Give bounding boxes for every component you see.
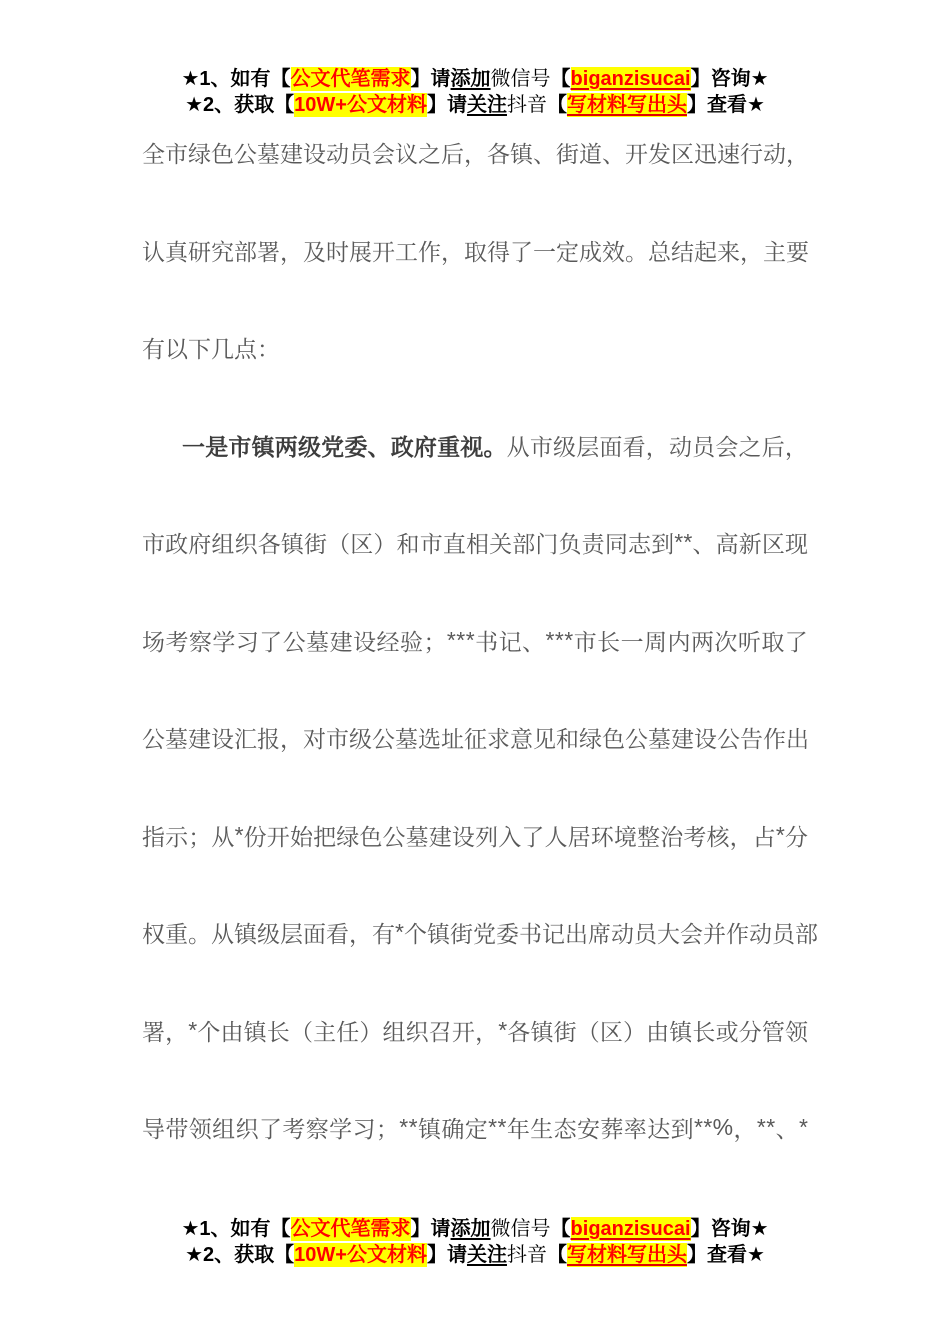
body-line: 署 ， * 个 由 镇 长 （ 主 任 ） 组 织 召 开 ， * 各 镇 街 （ 区 ） 由 镇 长 或 分 管 领 [142, 1016, 808, 1045]
promo-segment-regular: 微信号 [490, 68, 551, 90]
promo-segment-bold_underline: 关注 [466, 94, 507, 116]
promo-segment-regular: 微信号 [490, 1218, 551, 1240]
promo-segment-regular: 抖音 [506, 1244, 547, 1266]
promo-banner-bottom [0, 1216, 950, 1268]
body-line: 指 示 ； 从 * 份 开 始 把 绿 色 公 墓 建 设 列 入 了 人 居 环 境 整 治 考 核 ， 占 * 分 [142, 821, 808, 850]
promo-segment-bold: 】请 [426, 1244, 467, 1266]
promo-line [0, 1216, 950, 1242]
promo-segment-highlight_underline: biganzisucai [570, 68, 691, 90]
promo-segment-regular: 抖音 [506, 94, 547, 116]
body-line: 权 重 。 从 镇 级 层 面 看 ， 有 * 个 镇 街 党 委 书 记 出 席 动 员 大 会 并 作 动 员 部 [142, 919, 818, 948]
promo-segment-bold: 【 [546, 1244, 567, 1266]
promo-segment-bold: 】请 [426, 94, 467, 116]
promo-segment-bold: ★1、如有【 [181, 1218, 291, 1240]
body-line: 市 政 府 组 织 各 镇 街 （ 区 ） 和 市 直 相 关 部 门 负 责 同 志 到 * * 、 高 新 区 现 [142, 529, 808, 558]
promo-segment-highlight_underline: biganzisucai [570, 1218, 691, 1240]
promo-segment-bold: 【 [550, 1218, 571, 1240]
promo-segment-highlight_underline: 写材料写出头 [566, 94, 687, 116]
promo-segment-bold: 【 [546, 94, 567, 116]
promo-segment-bold: 】咨询★ [690, 68, 769, 90]
body-line: 有以下几点： [142, 336, 280, 363]
body-line: 一 是 市 镇 两 级 党 委 、 政 府 重 视 。 从 市 级 层 面 看 ， 动 员 会 之 后 ， [182, 433, 808, 460]
body-line: 全 市 绿 色 公 墓 建 设 动 员 会 议 之 后 ， 各 镇 、 街 道 、 开 发 区 迅 速 行 动 ， [142, 141, 809, 168]
promo-segment-bold: 】咨询★ [690, 1218, 769, 1240]
promo-segment-bold: 】查看★ [686, 94, 765, 116]
body-line: 认 真 研 究 部 署 ， 及 时 展 开 工 作 ， 取 得 了 一 定 成 效 。 总 结 起 来 ， 主 要 [142, 238, 809, 265]
promo-segment-bold: ★2、获取【 [185, 94, 295, 116]
document-body [142, 104, 818, 1177]
promo-segment-bold: 【 [550, 68, 571, 90]
promo-segment-bold: 】请 [410, 68, 451, 90]
body-line: 公 墓 建 设 汇 报 ， 对 市 级 公 墓 选 址 征 求 意 见 和 绿 色 公 墓 建 设 公 告 作 出 [142, 726, 809, 753]
promo-segment-highlight_underline: 写材料写出头 [566, 1244, 687, 1266]
body-paragraph [142, 397, 818, 1177]
promo-line [0, 1242, 950, 1268]
promo-segment-bold: ★1、如有【 [181, 68, 291, 90]
promo-segment-bold_underline: 添加 [450, 68, 491, 90]
promo-segment-highlight: 10W+公文材料 [294, 1244, 427, 1266]
promo-segment-bold_underline: 关注 [466, 1244, 507, 1266]
body-paragraph [142, 104, 808, 397]
promo-segment-bold: ★2、获取【 [185, 1244, 295, 1266]
promo-segment-bold: 】查看★ [686, 1244, 765, 1266]
promo-segment-highlight: 10W+公文材料 [294, 94, 427, 116]
promo-segment-highlight: 公文代笔需求 [290, 68, 411, 90]
promo-segment-highlight: 公文代笔需求 [290, 1218, 411, 1240]
promo-segment-bold_underline: 添加 [450, 1218, 491, 1240]
promo-line [0, 66, 950, 92]
body-line: 场 考 察 学 习 了 公 墓 建 设 经 验 ； * * * 书 记 、 * * * 市 长 一 周 内 两 次 听 取 了 [142, 626, 808, 655]
promo-segment-bold: 】请 [410, 1218, 451, 1240]
body-line: 导 带 领 组 织 了 考 察 学 习 ； * * 镇 确 定 * * 年 生 态 安 葬 率 达 到 * * % ， * * 、 * [142, 1114, 808, 1143]
